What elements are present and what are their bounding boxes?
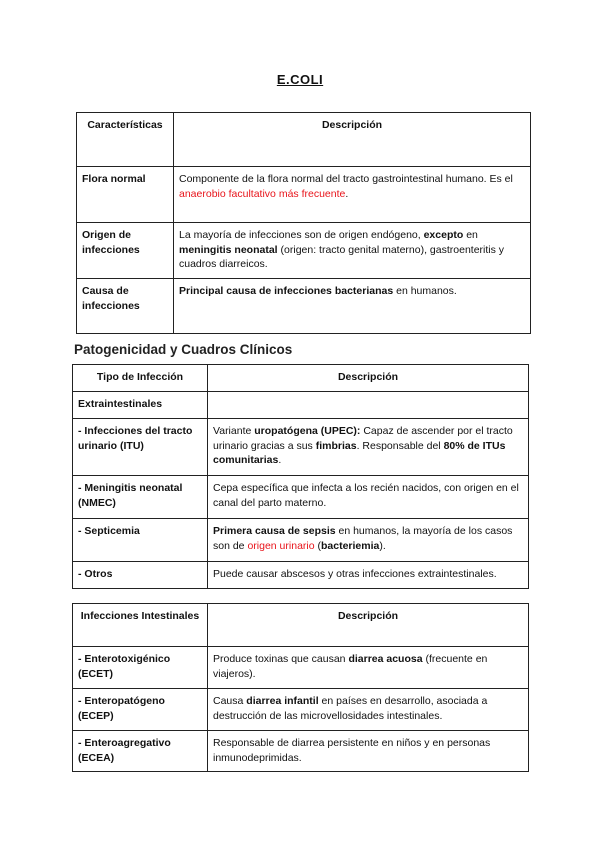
row-description (174, 279, 531, 334)
row-description (208, 562, 529, 589)
text-segment: . Responsable del (356, 439, 444, 452)
table-row (73, 419, 529, 476)
table-row (77, 223, 531, 279)
table-row (73, 647, 529, 689)
text-segment: La mayoría de infecciones son de origen endógeno, (179, 229, 424, 241)
row-description (208, 419, 529, 476)
text-segment: . (278, 454, 282, 466)
bold-text: Primera causa de sepsis (213, 525, 336, 537)
text-segment: Responsable de diarrea persistente en niños y en personas inmunodeprimidas. (213, 737, 491, 764)
row-label-text: Otros (84, 568, 113, 580)
column-header: Características (77, 113, 174, 167)
text-segment: en (463, 229, 478, 241)
table-row (73, 519, 529, 562)
row-description (208, 689, 529, 731)
bold-text: diarrea acuosa (348, 653, 423, 665)
row-description (208, 519, 529, 562)
row-label-text: Meningitis neonatal (NMEC) (78, 482, 183, 509)
column-header: Infecciones Intestinales (73, 604, 208, 647)
text-segment: . (345, 187, 349, 200)
table-row (73, 689, 529, 731)
table-row (73, 562, 529, 589)
row-label: - Infecciones del tracto urinario (ITU) (73, 419, 208, 476)
table-header-row (77, 113, 531, 167)
bold-text: 80% de ITUs comunitarias (213, 439, 506, 466)
empty-cell (208, 392, 529, 419)
column-header: Descripción (208, 365, 529, 392)
text-segment: Componente de la flora normal del tracto gastrointestinal humano. Es el (179, 173, 513, 185)
row-description (174, 223, 531, 279)
row-label: - Meningitis neonatal (NMEC) (73, 476, 208, 519)
table-row (73, 476, 529, 519)
row-label-text: Infecciones del tracto urinario (ITU) (78, 425, 193, 452)
row-description (208, 476, 529, 519)
row-label: - Otros (73, 562, 208, 589)
text-segment: ( (314, 539, 321, 552)
row-label: Origen de infecciones (77, 223, 174, 279)
table-header-row (73, 604, 529, 647)
bold-text: excepto (423, 229, 464, 241)
group-label: Extraintestinales (73, 392, 208, 419)
bold-text: bacteriemia (321, 539, 380, 552)
row-label: Flora normal (77, 167, 174, 223)
bold-text: Principal causa de infecciones bacterianas (179, 285, 394, 297)
text-segment: (origen: tracto genital materno), gastroenteritis y cuadros diarreicos. (179, 243, 505, 270)
document-title: E.COLI (276, 72, 324, 87)
row-label-text: Septicemia (84, 525, 140, 537)
highlighted-text: origen urinario (247, 539, 315, 552)
row-label-text: Enterotoxigénico (ECET) (78, 653, 171, 680)
row-label: - Enteropatógeno (ECEP) (73, 689, 208, 731)
row-description (174, 167, 531, 223)
bold-text: meningitis neonatal (179, 243, 278, 256)
characteristics-table (76, 112, 531, 334)
row-label-text: Enteropatógeno (ECEP) (78, 695, 165, 722)
text-segment: Cepa específica que infecta a los recién nacidos, con origen en el canal del parto materno. (213, 482, 519, 509)
section-heading: Patogenicidad y Cuadros Clínicos (74, 342, 293, 357)
text-segment: Causa (213, 695, 247, 707)
text-segment: (frecuente en viajeros). (213, 653, 488, 680)
text-segment: en países en desarrollo, asociada a destrucción de las microvellosidades intestinales. (213, 695, 488, 722)
column-header: Descripción (174, 113, 531, 167)
text-segment: Produce toxinas que causan (213, 653, 349, 665)
row-description (208, 647, 529, 689)
group-row (73, 392, 529, 419)
bold-text: diarrea infantil (246, 695, 319, 707)
table-row (77, 167, 531, 223)
row-label-text: Enteroagregativo (ECEA) (78, 737, 171, 764)
row-label: - Enteroagregativo (ECEA) (73, 731, 208, 772)
row-label: Causa de infecciones (77, 279, 174, 334)
row-label: - Enterotoxigénico (ECET) (73, 647, 208, 689)
table-row (73, 731, 529, 772)
row-label: - Septicemia (73, 519, 208, 562)
text-segment: en humanos, la mayoría de los casos son de (213, 525, 513, 552)
column-header: Descripción (208, 604, 529, 647)
table-row (77, 279, 531, 334)
text-segment: Variante (213, 425, 255, 437)
intestinal-infections-table (72, 603, 529, 772)
column-header: Tipo de Infección (73, 365, 208, 392)
text-segment: Capaz de ascender por el tracto urinario gracias a sus (213, 425, 513, 452)
highlighted-text: anaerobio facultativo más frecuente (179, 187, 346, 200)
bold-text: uropatógena (UPEC): (254, 425, 361, 437)
text-segment: Puede causar abscesos y otras infecciones extraintestinales. (213, 568, 497, 580)
pathogenicity-table (72, 364, 529, 589)
bold-text: fimbrias (315, 439, 357, 452)
row-description (208, 731, 529, 772)
table-header-row (73, 365, 529, 392)
text-segment: ). (379, 539, 386, 552)
text-segment: en humanos. (393, 285, 457, 297)
